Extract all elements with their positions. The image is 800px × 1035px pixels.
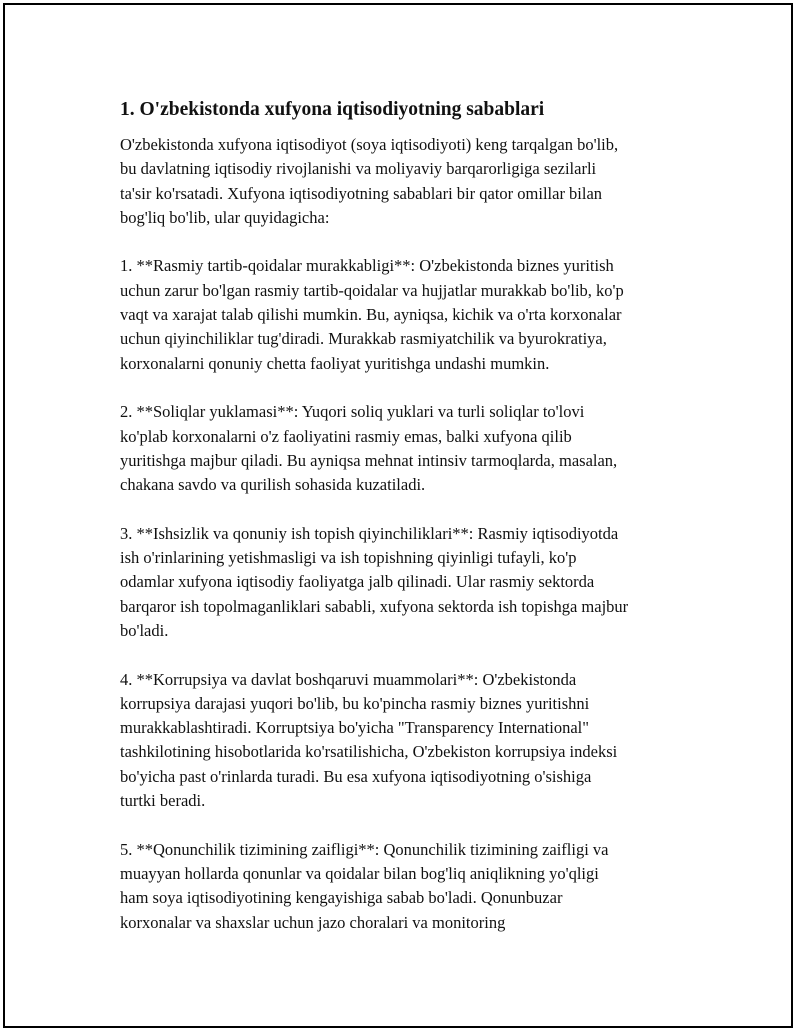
cause-paragraph-1 — [120, 254, 695, 375]
text-line: O'zbekistonda xufyona iqtisodiyot (soya iqtisodiyoti) keng tarqalgan bo'lib, — [120, 135, 619, 154]
text-line: muayyan hollarda qonunlar va qoidalar bilan bog'liq aniqlikning yo'qligi — [120, 863, 599, 883]
text-line: korxonalarni qonuniy chetta faoliyat yuritishga undashi mumkin. — [120, 353, 550, 373]
text-line: bu davlatning iqtisodiy rivojlanishi va moliyaviy barqarorligiga sezilarli — [120, 159, 597, 179]
text-line: tashkilotining hisobotlarida ko'rsatilishicha, O'zbekiston korrupsiya indeksi — [120, 742, 618, 762]
cause-paragraph-3 — [120, 522, 695, 643]
text-line: turtki beradi. — [120, 791, 206, 811]
text-line: bog'liq bo'lib, ular quyidagicha: — [120, 207, 330, 227]
text-line: 3. **Ishsizlik va qonuniy ish topish qiyinchiliklari**: Rasmiy iqtisodiyotda — [120, 523, 619, 543]
text-line: vaqt va xarajat talab qilishi mumkin. Bu, ayniqsa, kichik va o'rta korxonalar — [120, 305, 622, 325]
text-line: ta'sir ko'rsatadi. Xufyona iqtisodiyotning sabablari bir qator omillar bilan — [120, 183, 603, 203]
text-line: uchun qiyinchiliklar tug'diradi. Murakkab rasmiyatchilik va byurokratiya, — [120, 329, 607, 349]
text-line: odamlar xufyona iqtisodiy faoliyatga jalb qilinadi. Ular rasmiy sektorda — [120, 572, 595, 592]
text-line: 1. **Rasmiy tartib-qoidalar murakkabligi**: O'zbekistonda biznes yuritish — [120, 256, 614, 276]
text-line: 2. **Soliqlar yuklamasi**: Yuqori soliq yuklari va turli soliqlar to'lovi — [120, 402, 585, 422]
cause-paragraph-4 — [120, 668, 695, 814]
text-line: ko'plab korxonalarni o'z faoliyatini rasmiy emas, balki xufyona qilib — [120, 426, 572, 446]
text-line: yuritishga majbur qiladi. Bu ayniqsa mehnat intinsiv tarmoqlarda, masalan, — [120, 450, 618, 470]
text-line: murakkablashtiradi. Korruptsiya bo'yicha "Transparency International" — [120, 718, 589, 738]
text-line: barqaror ish topolmaganliklari sababli, xufyona sektorda ish topishga majbur — [120, 596, 629, 616]
document-page — [3, 3, 793, 1028]
cause-paragraph-5 — [120, 838, 695, 935]
text-line: korxonalar va shaxslar uchun jazo choralari va monitoring — [120, 912, 506, 932]
text-line: ham soya iqtisodiyotining kengayishiga sabab bo'ladi. Qonunbuzar — [120, 888, 563, 908]
text-line: ish o'rinlarining yetishmasligi va ish topishning qiyinligi tufayli, ko'p — [120, 548, 577, 568]
text-line: bo'ladi. — [120, 620, 169, 640]
text-line: uchun zarur bo'lgan rasmiy tartib-qoidalar va hujjatlar murakkab bo'lib, ko'p — [120, 280, 624, 300]
text-line: bo'yicha past o'rinlarda turadi. Bu esa xufyona iqtisodiyotning o'sishiga — [120, 766, 592, 786]
text-line: 4. **Korrupsiya va davlat boshqaruvi muammolari**: O'zbekistonda — [120, 669, 577, 689]
intro-paragraph — [120, 133, 695, 230]
text-line: chakana savdo va qurilish sohasida kuzatiladi. — [120, 475, 426, 495]
document-content — [120, 97, 695, 935]
section-heading: 1. O'zbekistonda xufyona iqtisodiyotning sabablari — [120, 99, 545, 120]
text-line: 5. **Qonunchilik tizimining zaifligi**: Qonunchilik tizimining zaifligi va — [120, 839, 609, 859]
text-line: korrupsiya darajasi yuqori bo'lib, bu ko'pincha rasmiy biznes yuritishni — [120, 693, 590, 713]
cause-paragraph-2 — [120, 400, 695, 497]
